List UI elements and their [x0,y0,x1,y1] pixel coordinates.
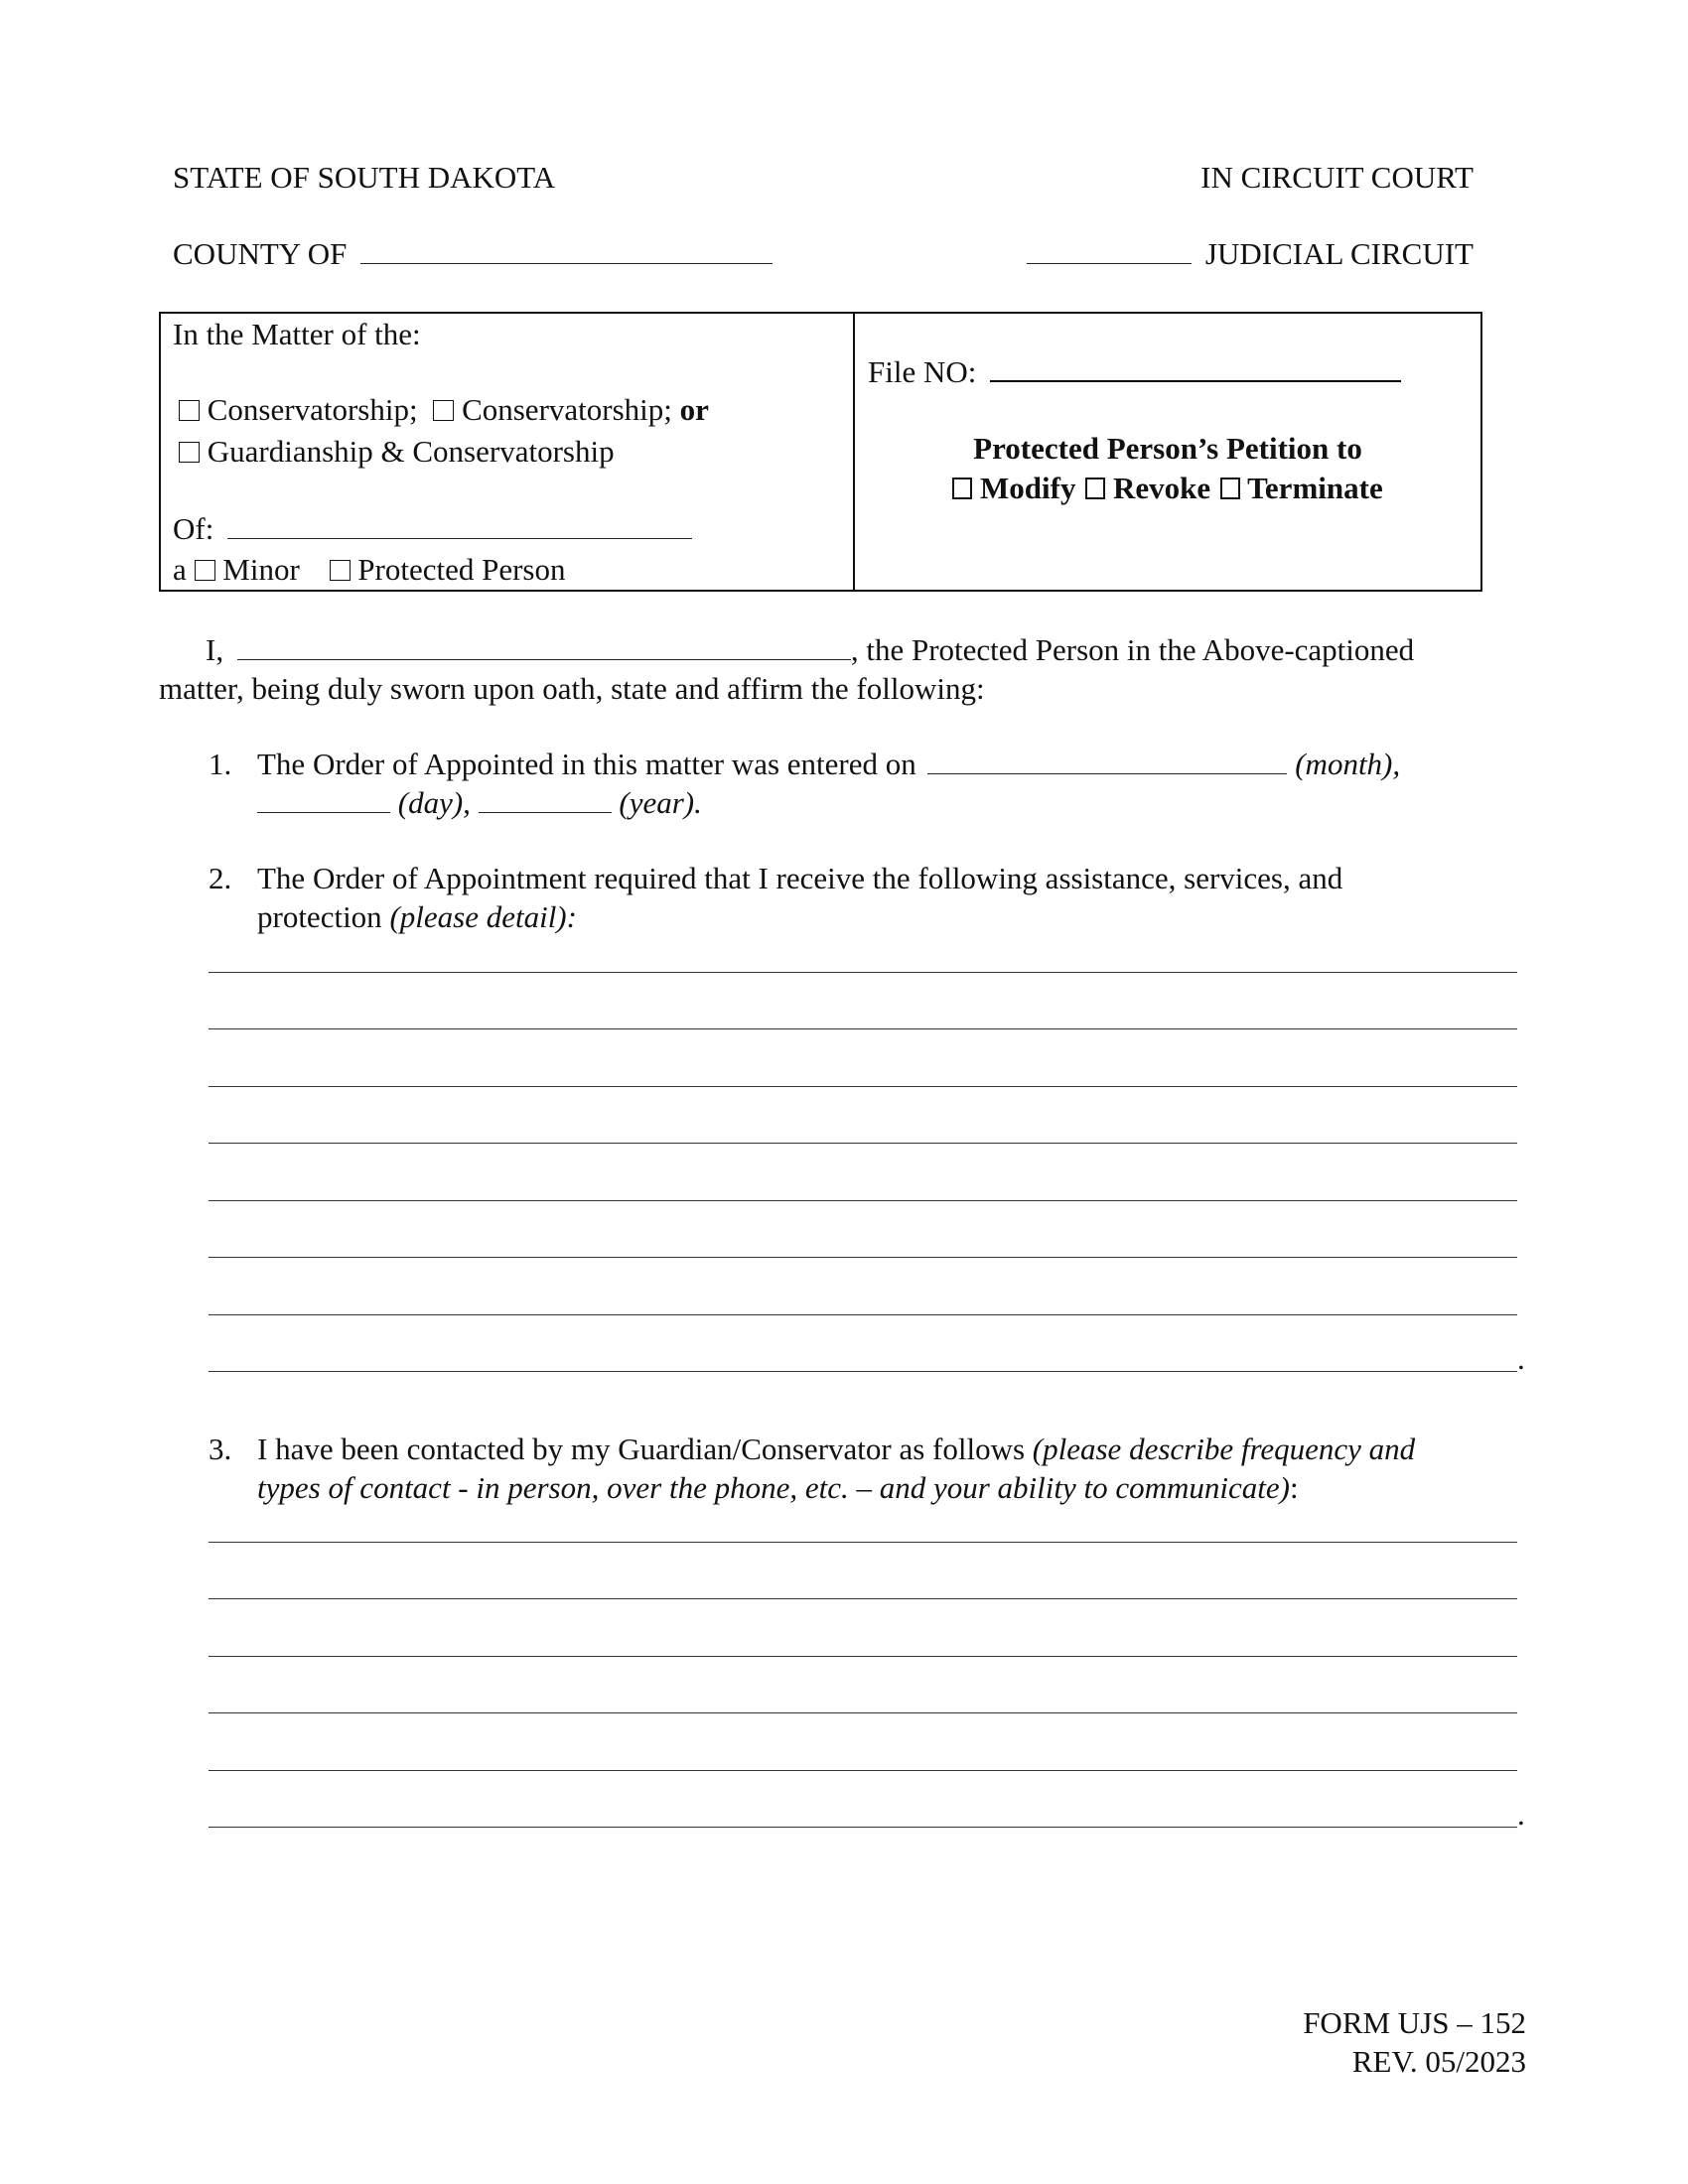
file-no-label: File NO: [868,354,977,389]
terminate-checkbox[interactable] [1220,478,1240,499]
of-name-blank[interactable] [227,537,692,539]
petition-actions [853,470,1482,508]
modify-label: Modify [980,471,1076,505]
month-label: (month), [1295,747,1401,781]
detail-answer-line[interactable] [209,1086,1517,1087]
item-1-number: 1. [209,747,232,781]
item-3-number: 3. [209,1432,232,1466]
item-1-line-1 [257,746,1400,784]
of-line [173,510,692,549]
item-3-period: . [1517,1797,1525,1832]
detail-answer-line[interactable] [209,1028,1517,1029]
day-label: (day), [397,785,471,820]
intro-suffix: , the Protected Person in the Above-captioned [850,632,1415,667]
contact-answer-line[interactable] [209,1656,1517,1657]
modify-checkbox[interactable] [952,478,972,499]
state-heading: STATE OF SOUTH DAKOTA [173,160,556,195]
terminate-label: Terminate [1247,471,1383,505]
detail-answer-line[interactable] [209,1200,1517,1201]
detail-answer-line[interactable] [209,972,1517,973]
item-2-line-2-plain: protection [257,899,382,934]
item-3-line-1-plain: I have been contacted by my Guardian/Conservator as follows [257,1432,1026,1466]
item-2-line-2-italic: (please detail): [389,899,577,934]
item-3-line-2 [257,1469,1299,1508]
matter-label: In the Matter of the: [173,317,421,351]
file-no-line [868,353,1401,392]
conservatorship-checkbox-1[interactable] [179,400,200,421]
form-revision: REV. 05/2023 [1351,2044,1526,2079]
revoke-checkbox[interactable] [1085,478,1105,499]
matter-options-row-1 [179,391,709,430]
conservatorship-label-2: Conservatorship; [462,392,672,427]
circuit-label: JUDICIAL CIRCUIT [1204,236,1474,271]
county-line [173,235,773,274]
protected-person-checkbox[interactable] [330,560,351,581]
guardianship-conservatorship-label: Guardianship & Conservatorship [207,434,615,469]
county-blank[interactable] [360,262,773,264]
circuit-line [1027,235,1474,274]
month-blank[interactable] [927,772,1287,774]
matter-options-row-2 [179,433,615,472]
detail-answer-line[interactable] [209,1371,1517,1372]
petition-title: Protected Person’s Petition to [973,431,1362,466]
of-label: Of: [173,511,214,546]
court-heading: IN CIRCUIT COURT [1200,160,1474,195]
item-3-line-2-italic: types of contact - in person, over the phone, etc. – and your ability to communicate) [257,1470,1290,1505]
item-1-text: The Order of Appointed in this matter was entered on [257,747,916,781]
intro-line-1 [206,631,1414,670]
minor-checkbox[interactable] [195,560,215,581]
a-label: a [173,552,187,587]
county-label: COUNTY OF [173,236,348,271]
item-3-line-1 [257,1431,1415,1469]
circuit-blank[interactable] [1027,262,1192,264]
contact-answer-line[interactable] [209,1598,1517,1599]
detail-answer-line[interactable] [209,1143,1517,1144]
item-3-line-2-tail: : [1289,1470,1299,1505]
item-3-line-1-italic: (please describe frequency and [1032,1432,1416,1466]
intro-prefix: I, [206,632,224,667]
guardianship-conservatorship-checkbox[interactable] [179,442,200,463]
intro-line-2: matter, being duly sworn upon oath, state and affirm the following: [159,671,985,706]
revoke-label: Revoke [1112,471,1211,505]
minor-label: Minor [222,552,300,587]
protected-person-label: Protected Person [357,552,566,587]
or-word: or [679,392,709,427]
year-blank[interactable] [479,811,612,813]
contact-answer-line[interactable] [209,1712,1517,1713]
person-type-row [173,551,565,590]
item-2-line-2 [257,898,577,937]
contact-answer-line[interactable] [209,1827,1517,1828]
contact-answer-line[interactable] [209,1542,1517,1543]
year-label: (year). [619,785,702,820]
form-number: FORM UJS – 152 [1303,2005,1526,2040]
conservatorship-checkbox-2[interactable] [433,400,454,421]
detail-answer-line[interactable] [209,1257,1517,1258]
day-blank[interactable] [257,811,390,813]
item-2-number: 2. [209,861,232,895]
petitioner-name-blank[interactable] [237,658,851,660]
contact-answer-line[interactable] [209,1770,1517,1771]
detail-answer-line[interactable] [209,1314,1517,1315]
caption-box [159,312,1482,592]
file-no-blank[interactable] [990,379,1401,382]
conservatorship-label-1: Conservatorship; [207,392,418,427]
item-2-line-1: The Order of Appointment required that I receive the following assistance, services, and [257,861,1343,895]
item-2-period: . [1517,1341,1525,1376]
item-1-line-2 [257,784,702,823]
